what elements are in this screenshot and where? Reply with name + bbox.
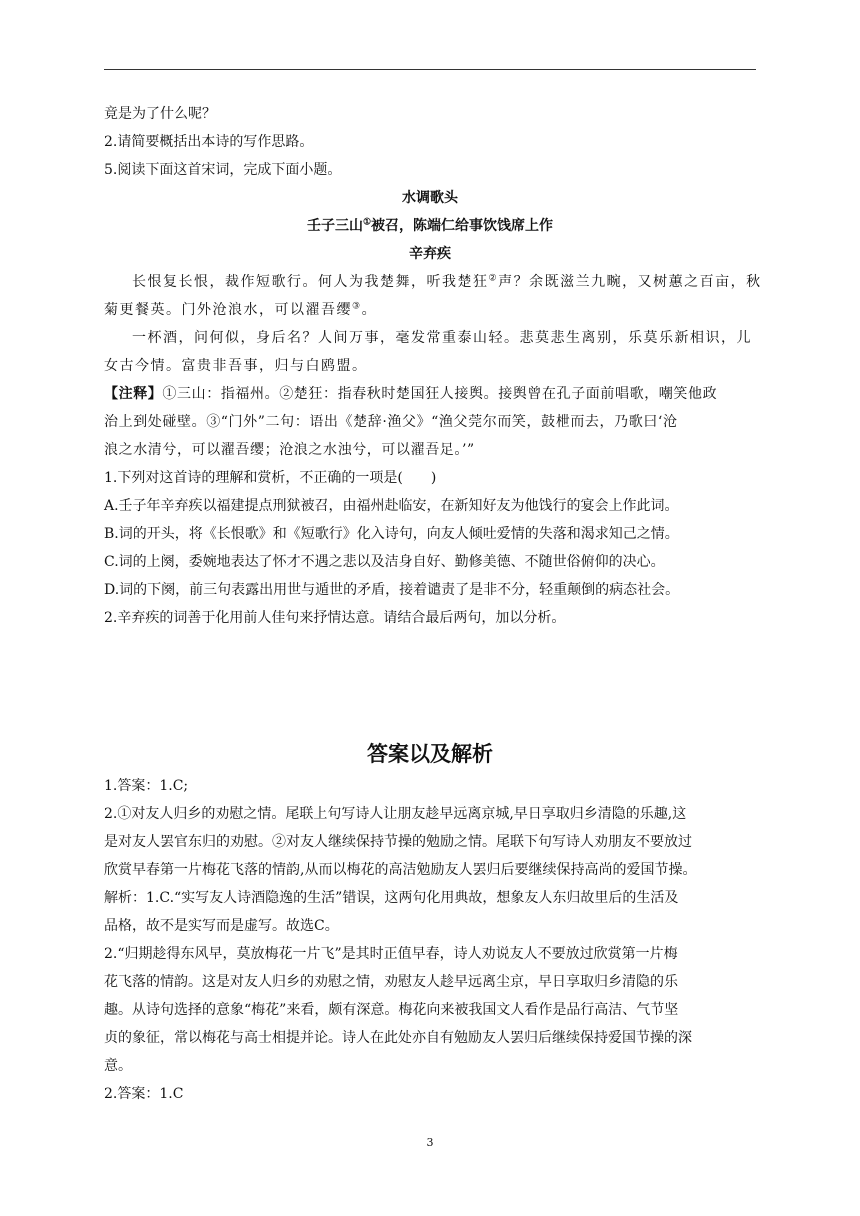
question-item: 2.请简要概括出本诗的写作思路。 xyxy=(104,134,314,150)
question-section xyxy=(104,100,762,632)
poem-line xyxy=(104,268,762,296)
option-b: B.词的开头，将《长恨歌》和《短歌行》化入诗句，向友人倾吐爱情的失落和渴求知己之情。 xyxy=(104,526,679,542)
header-rule xyxy=(104,69,756,70)
notes-text: ①三山：指福州。②楚狂：指春秋时楚国狂人接舆。接舆曾在孔子面前唱歌，嘲笑他政 xyxy=(162,386,718,402)
answer-line: 趣。从诗句选择的意象“梅花”来看，颇有深意。梅花向来被我国文人看作是品行高洁、气节坚 xyxy=(104,1002,679,1018)
answer-line: 是对友人罢官东归的劝慰。②对友人继续保持节操的勉励之情。尾联下句写诗人劝朋友不要放过 xyxy=(104,834,692,850)
answer-line: 意。 xyxy=(104,1058,132,1074)
poem-line: 女古今情。富贵非吾事，归与白鸥盟。 xyxy=(104,358,368,374)
notes-label: 【注释】 xyxy=(104,386,163,402)
answer-line: 贞的象征，常以梅花与高士相提并论。诗人在此处亦自有勉励友人罢归后继续保持爱国节操的深 xyxy=(104,1030,692,1046)
notes-line: 浪之水清兮，可以濯吾缨；沧浪之水浊兮，可以濯吾足。’” xyxy=(104,442,475,458)
answer-line: 2.“归期趁得东风早，莫放梅花一片飞”是其时正值早春，诗人劝说友人不要放过欣赏第一片梅 xyxy=(104,946,678,962)
footnote-mark: ③ xyxy=(352,301,362,312)
answer-line: 2.答案：1.C xyxy=(104,1086,184,1102)
text-line: 竟是为了什么呢？ xyxy=(104,106,216,122)
poem-text: 菊更餐英。门外沧浪水，可以濯吾缨 xyxy=(104,302,352,318)
notes-line: 治上到处碰壁。③“门外”二句：语出《楚辞·渔父》“渔父莞尔而笑，鼓枻而去，乃歌曰‘沧 xyxy=(104,414,678,430)
option-a: A.壬子年辛弃疾以福建提点刑狱被召，由福州赴临安，在新知好友为他饯行的宴会上作此词。 xyxy=(104,498,679,514)
poem-text: 。 xyxy=(361,302,378,318)
poem-line: 一杯酒，问何似，身后名？人间万事，毫发常重泰山轻。悲莫悲生离别，乐莫乐新相识，儿 xyxy=(132,330,752,346)
page-number: 3 xyxy=(426,1136,434,1149)
answer-line: 解析：1.C.“实写友人诗酒隐逸的生活”错误，这两句化用典故，想象友人东归故里后的生活及 xyxy=(104,890,679,906)
option-d: D.词的下阕，前三句表露出用世与遁世的矛盾，接着谴责了是非不分，轻重颠倒的病态社会。 xyxy=(104,582,680,598)
answer-line: 欣赏早春第一片梅花飞落的情韵,从而以梅花的高洁勉励友人罢归后要继续保持高尚的爱国节操。 xyxy=(104,862,697,878)
poem-subtitle xyxy=(104,212,756,240)
answer-line: 2.①对友人归乡的劝慰之情。尾联上句写诗人让朋友趁早远离京城,早日享取归乡清隐的乐趣,这 xyxy=(104,806,687,822)
poem-title: 水调歌头 xyxy=(402,190,458,206)
notes-line xyxy=(104,380,756,408)
poem-text: 长恨复长恨，裁作短歌行。何人为我楚舞，听我楚狂 xyxy=(132,274,489,290)
answer-line: 1.答案：1.C; xyxy=(104,778,189,794)
poem-line xyxy=(104,296,756,324)
question-heading: 5.阅读下面这首宋词，完成下面小题。 xyxy=(104,162,342,178)
option-c: C.词的上阕，委婉地表达了怀才不遇之悲以及洁身自好、勤修美德、不随世俗俯仰的决心。 xyxy=(104,554,665,570)
poem-author: 辛弃疾 xyxy=(409,246,451,262)
answer-line: 品格，故不是实写而是虚写。故选C。 xyxy=(104,918,339,934)
poem-subtitle-part: 壬子三山 xyxy=(306,218,363,234)
footnote-mark: ② xyxy=(488,273,499,284)
answers-title: 答案以及解析 xyxy=(367,741,493,766)
question-item: 2.辛弃疾的词善于化用前人佳句来抒情达意。请结合最后两句，加以分析。 xyxy=(104,610,566,626)
poem-text: 声？余既滋兰九畹，又树蕙之百亩，秋 xyxy=(498,274,762,290)
footnote-mark: ① xyxy=(362,217,372,228)
answers-section xyxy=(104,772,756,1108)
answer-line: 花飞落的情韵。这是对友人归乡的劝慰之情，劝慰友人趁早远离尘京，早日享取归乡清隐的乐 xyxy=(104,974,678,990)
question-item: 1.下列对这首诗的理解和赏析，不正确的一项是( ) xyxy=(104,470,437,486)
poem-subtitle-part: 被召，陈端仁给事饮饯席上作 xyxy=(371,218,554,234)
